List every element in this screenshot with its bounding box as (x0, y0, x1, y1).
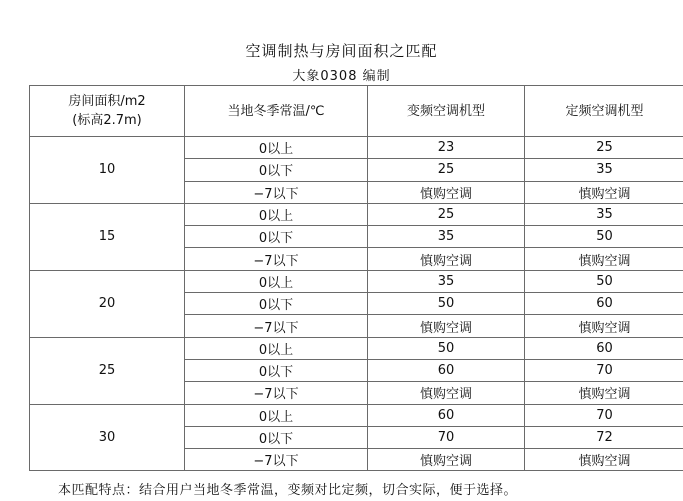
fixed-cell: 35 (525, 203, 683, 225)
table-row (30, 137, 683, 159)
footnote: 本匹配特点：结合用户当地冬季常温，变频对比定频，切合实际，便于选择。 (58, 483, 518, 498)
table-row (30, 203, 683, 225)
inverter-cell: 慎购空调 (368, 248, 525, 270)
header-area-line1: 房间面积/m2 (68, 94, 146, 109)
page-title: 空调制热与房间面积之匹配 (245, 42, 438, 60)
inverter-cell: 25 (368, 159, 525, 181)
matching-table (29, 85, 683, 471)
inverter-cell: 60 (368, 359, 525, 381)
fixed-cell: 50 (525, 270, 683, 292)
inverter-cell: 慎购空调 (368, 315, 525, 337)
page-subtitle: 大象0308 编制 (292, 69, 391, 84)
temp-cell: −7以下 (185, 181, 368, 203)
temp-cell: 0以下 (185, 293, 368, 315)
temp-cell: 0以上 (185, 270, 368, 292)
header-area (30, 86, 185, 137)
temp-cell: 0以下 (185, 159, 368, 181)
area-cell: 25 (30, 337, 185, 404)
header-temp: 当地冬季常温/℃ (185, 86, 368, 137)
fixed-cell: 慎购空调 (525, 181, 683, 203)
temp-cell: −7以下 (185, 248, 368, 270)
header-area-line2: (标高2.7m) (72, 113, 142, 128)
area-cell: 15 (30, 203, 185, 270)
temp-cell: 0以下 (185, 359, 368, 381)
temp-cell: −7以下 (185, 449, 368, 471)
table-row (30, 337, 683, 359)
temp-cell: 0以上 (185, 404, 368, 426)
inverter-cell: 50 (368, 293, 525, 315)
temp-cell: 0以上 (185, 137, 368, 159)
inverter-cell: 60 (368, 404, 525, 426)
fixed-cell: 72 (525, 426, 683, 448)
inverter-cell: 35 (368, 270, 525, 292)
fixed-cell: 70 (525, 359, 683, 381)
inverter-cell: 70 (368, 426, 525, 448)
temp-cell: 0以下 (185, 226, 368, 248)
header-fixed: 定频空调机型 (525, 86, 683, 137)
header-row (30, 86, 683, 137)
inverter-cell: 慎购空调 (368, 382, 525, 404)
inverter-cell: 35 (368, 226, 525, 248)
inverter-cell: 慎购空调 (368, 449, 525, 471)
inverter-cell: 23 (368, 137, 525, 159)
fixed-cell: 60 (525, 337, 683, 359)
area-cell: 30 (30, 404, 185, 471)
fixed-cell: 25 (525, 137, 683, 159)
fixed-cell: 60 (525, 293, 683, 315)
fixed-cell: 35 (525, 159, 683, 181)
temp-cell: −7以下 (185, 315, 368, 337)
area-cell: 10 (30, 137, 185, 204)
fixed-cell: 70 (525, 404, 683, 426)
fixed-cell: 慎购空调 (525, 315, 683, 337)
fixed-cell: 慎购空调 (525, 449, 683, 471)
area-cell: 20 (30, 270, 185, 337)
header-inverter: 变频空调机型 (368, 86, 525, 137)
table-row (30, 404, 683, 426)
temp-cell: 0以上 (185, 337, 368, 359)
inverter-cell: 慎购空调 (368, 181, 525, 203)
table-row (30, 270, 683, 292)
fixed-cell: 慎购空调 (525, 248, 683, 270)
temp-cell: 0以下 (185, 426, 368, 448)
temp-cell: 0以上 (185, 203, 368, 225)
inverter-cell: 25 (368, 203, 525, 225)
fixed-cell: 50 (525, 226, 683, 248)
fixed-cell: 慎购空调 (525, 382, 683, 404)
temp-cell: −7以下 (185, 382, 368, 404)
inverter-cell: 50 (368, 337, 525, 359)
